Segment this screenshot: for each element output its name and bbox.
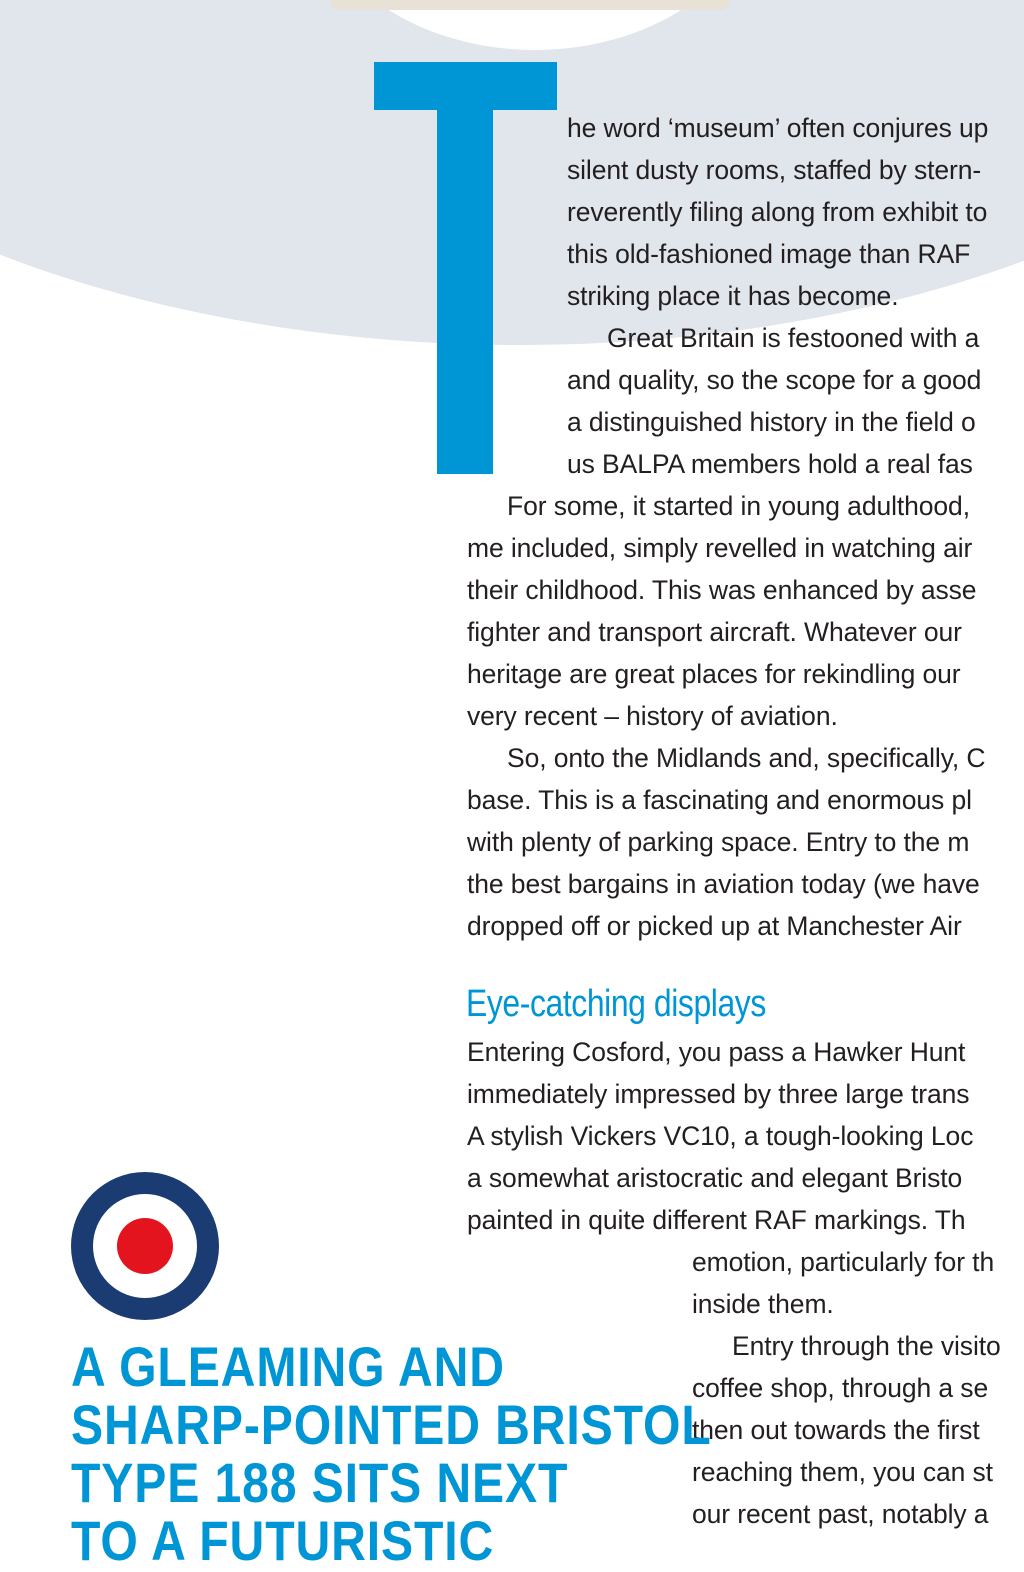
body-line: base. This is a fascinating and enormous pl	[467, 785, 972, 815]
body-line: a distinguished history in the field o	[567, 407, 976, 437]
body-line: their childhood. This was enhanced by asse	[467, 575, 977, 605]
pull-quote-line: TYPE 188 SITS NEXT	[71, 1451, 569, 1514]
pull-quote-line: SHARP-POINTED BRISTOL	[71, 1393, 712, 1456]
body-line: this old-fashioned image than RAF	[567, 239, 971, 269]
pull-quote	[71, 1335, 712, 1572]
section-subheading: Eye-catching displays	[466, 983, 766, 1025]
body-line: Entering Cosford, you pass a Hawker Hunt	[467, 1037, 966, 1067]
body-line: immediately impressed by three large trans	[467, 1079, 970, 1109]
body-line: Entry through the visito	[732, 1331, 1001, 1361]
body-line: fighter and transport aircraft. Whatever our	[467, 617, 962, 647]
pull-quote-line: A GLEAMING AND	[71, 1335, 505, 1398]
body-line: emotion, particularly for th	[692, 1247, 995, 1277]
body-line: dropped off or picked up at Manchester Air	[467, 911, 962, 941]
body-line: us BALPA members hold a real fas	[567, 449, 973, 479]
body-line: heritage are great places for rekindling our	[467, 659, 961, 689]
body-line: For some, it started in young adulthood,	[507, 491, 970, 521]
body-line: our recent past, notably a	[692, 1499, 989, 1529]
drop-cap-t	[374, 62, 557, 474]
body-line: me included, simply revelled in watching air	[467, 533, 973, 563]
body-line: coffee shop, through a se	[692, 1373, 989, 1403]
body-line: he word ‘museum’ often conjures up	[567, 113, 989, 143]
body-line: silent dusty rooms, staffed by stern-	[567, 155, 982, 185]
body-line: and quality, so the scope for a good	[567, 365, 982, 395]
roundel-center	[117, 1218, 173, 1274]
drop-cap-stem	[437, 102, 493, 474]
body-line: inside them.	[692, 1289, 834, 1319]
body-line: then out towards the first	[692, 1415, 980, 1445]
body-line: painted in quite different RAF markings. Th	[467, 1205, 966, 1235]
body-line: A stylish Vickers VC10, a tough-looking Loc	[467, 1121, 974, 1151]
body-line: reverently filing along from exhibit to	[567, 197, 988, 227]
body-line: striking place it has become.	[567, 281, 899, 311]
body-line: very recent – history of aviation.	[467, 701, 838, 731]
body-line: with plenty of parking space. Entry to the m	[467, 827, 970, 857]
body-line: So, onto the Midlands and, specifically, C	[507, 743, 986, 773]
body-line: a somewhat aristocratic and elegant Bristo	[467, 1163, 963, 1193]
body-line: Great Britain is festooned with a	[607, 323, 980, 353]
body-line: reaching them, you can st	[692, 1457, 993, 1487]
raf-roundel-icon	[71, 1172, 219, 1320]
body-line: the best bargains in aviation today (we have	[467, 869, 980, 899]
pull-quote-line: TO A FUTURISTIC	[71, 1509, 495, 1572]
top-strip-highlight	[330, 0, 730, 10]
